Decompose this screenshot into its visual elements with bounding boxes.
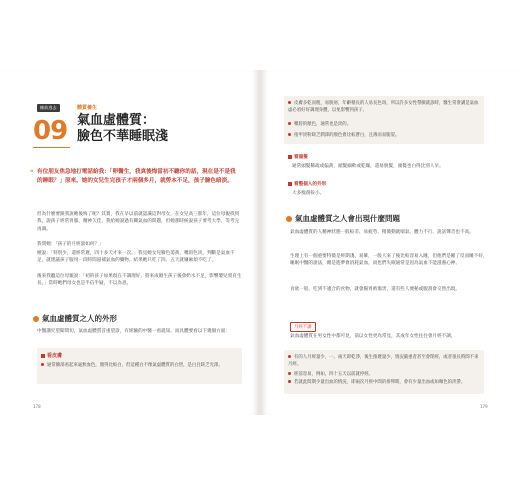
dot-bullet-icon (288, 133, 291, 136)
quote-icon: ❝ (30, 169, 34, 176)
intro-paragraph: 有位朋友焦急地打電話給我：「卵醫生，我真後悔當初不聽你的話，現在是不是我的睡眠？」原來，她的女兒生完孩子才兩個多月，就勞本不足，孩子臉色暗淡。 (37, 169, 236, 184)
chapter-number: 09 (33, 116, 68, 146)
body-paragraph-1: 但為什麼要跟我說她後悔了呢？其實，我在早以前就認識這對母女，在女兒高三那年，這位母親找到我，說孩子經常胃脹、精神欠佳，我給她說過有關氣血的問題，但她那時候說孩子要考大學，等考完再調。 (37, 212, 240, 232)
dot-bullet-icon (288, 380, 291, 383)
dot-bullet-icon (288, 122, 291, 125)
section-bullet-icon (286, 216, 292, 222)
body-paragraph-2: 我問她：「孩子的月經量如何？」 (37, 242, 104, 247)
title-line-2: 臉色不華睡眠淺 (77, 129, 169, 144)
chapter-subtitle: 體質養生 (77, 105, 98, 111)
right-bullet-1: 皮膚多乾而粗，易脫屑，年齡稍長的人易長色斑，所以許多女性帶臉就診時，醫生常會講是氣血虛必須好好調理身體，以免影響到孩子。 (288, 101, 479, 113)
menstrual-text: 氣血虛體質在男女性中都可見，前以女性更為常見，其成年女性往往會月經不調， (290, 334, 456, 339)
section-bullet-icon (33, 316, 39, 322)
chapter-title (77, 113, 168, 145)
right-bullet-3: 指甲淡粉缺乏潤澤的顏色會比較蒼白，且薄而易脆裂。 (288, 132, 480, 139)
chapter-divider (33, 147, 70, 148)
dot-bullet-icon (288, 355, 291, 358)
body-shape-text: 大多瘦削較小。 (292, 191, 325, 196)
page-number-left: 178 (33, 404, 41, 409)
section-heading-appearance: 氣血虛體質之人的外形 (33, 313, 117, 324)
dot-bullet-icon (288, 101, 291, 104)
title-line-1: 氣血虛體質： (77, 113, 156, 128)
menstrual-tag: 月經不調 (290, 322, 316, 332)
problems-paragraph-2: 生理上有一個重要特徵是經期淺、易暈，一般人來了後比較容易入睡，但他們是睡了反而睡不好，睡眠中醫的說法，總是進夢會消耗氣血，而也們失眠通常是因為氣血不能滋養心神。 (290, 254, 488, 267)
menstrual-bullet-2: 經前容易，例如，四十五天以前就停經。 (288, 371, 480, 378)
sub-heading-skin: 看皮膚 (41, 352, 62, 359)
dot-bullet-icon (288, 372, 291, 375)
problems-paragraph-3: 食欲一般，吃到不適合的食物，就會腸胃被傷害，還有些人便秘或腹瀉會交替出現。 (290, 287, 460, 292)
menstrual-bullet-3: 若就此間期少量出血的情況，即兩次月經中間的排卵期，會有少量出血或如咖色的淡帶。 (288, 379, 480, 386)
section-body-appearance: 中醫講究望聞問切，氣血虛體質首重望診，有經驗的中醫一看就知。而具體要看以下幾個方面： (37, 329, 230, 334)
chapter-tag: 擁前逃去 (37, 104, 60, 112)
skin-bullet: 通常臉部看起來毫無血色，顏得比較白，但這種白不像氣虛體質的白皙，是白且缺乏光澤。 (41, 362, 237, 369)
menstrual-bullet-1: 有的人月經量少，一、兩天即乾淨，後生推遲量少，情況嚴重者甚至會閉經，或者很長時間不來月經。 (288, 355, 479, 367)
hair-text: 通常頭髮稀疏或偏黃，頭髮細軟或乾燥，還易脫髮，頭髮也白得比別人早。 (292, 164, 444, 169)
square-bullet-icon (41, 354, 45, 358)
right-bullet-2: 嘴唇的顏色，通常也是淡的。 (288, 121, 480, 128)
square-bullet-icon (288, 155, 292, 159)
body-paragraph-3: 她說：「特別少，還經常遲，四十多天才來一次。」我見她女兒臉色萎黃，嘴唇色淡，判斷是氣血不足，就建議孩子服用一段時間滋補氣血的藥物。結果她只吃了四、五天就嫌麻煩不吃了。 (37, 251, 235, 264)
sub-heading-body: 看整個人的外形 (288, 181, 326, 187)
square-bullet-icon (288, 182, 292, 186)
sub-heading-hair: 看頭髮 (288, 154, 308, 160)
section-heading-problems: 氣血虛體質之人會出現什麼問題 (286, 213, 400, 224)
page-number-right: 179 (480, 404, 488, 409)
dot-bullet-icon (41, 363, 44, 366)
body-paragraph-4: 後來我聽這位母親說：「初的孩子如果現在不調理好，將來成婚生孩子後會奶水不足，影響嬰兒發育生長。」當時她們母女也是半信半疑，不以為意。 (37, 274, 242, 287)
problems-paragraph-1: 氣血虛體質的人精神狀態一般較差、易疲勞、稍微動就喘氣、體力不行、說話聲音也不高。 (290, 230, 474, 235)
